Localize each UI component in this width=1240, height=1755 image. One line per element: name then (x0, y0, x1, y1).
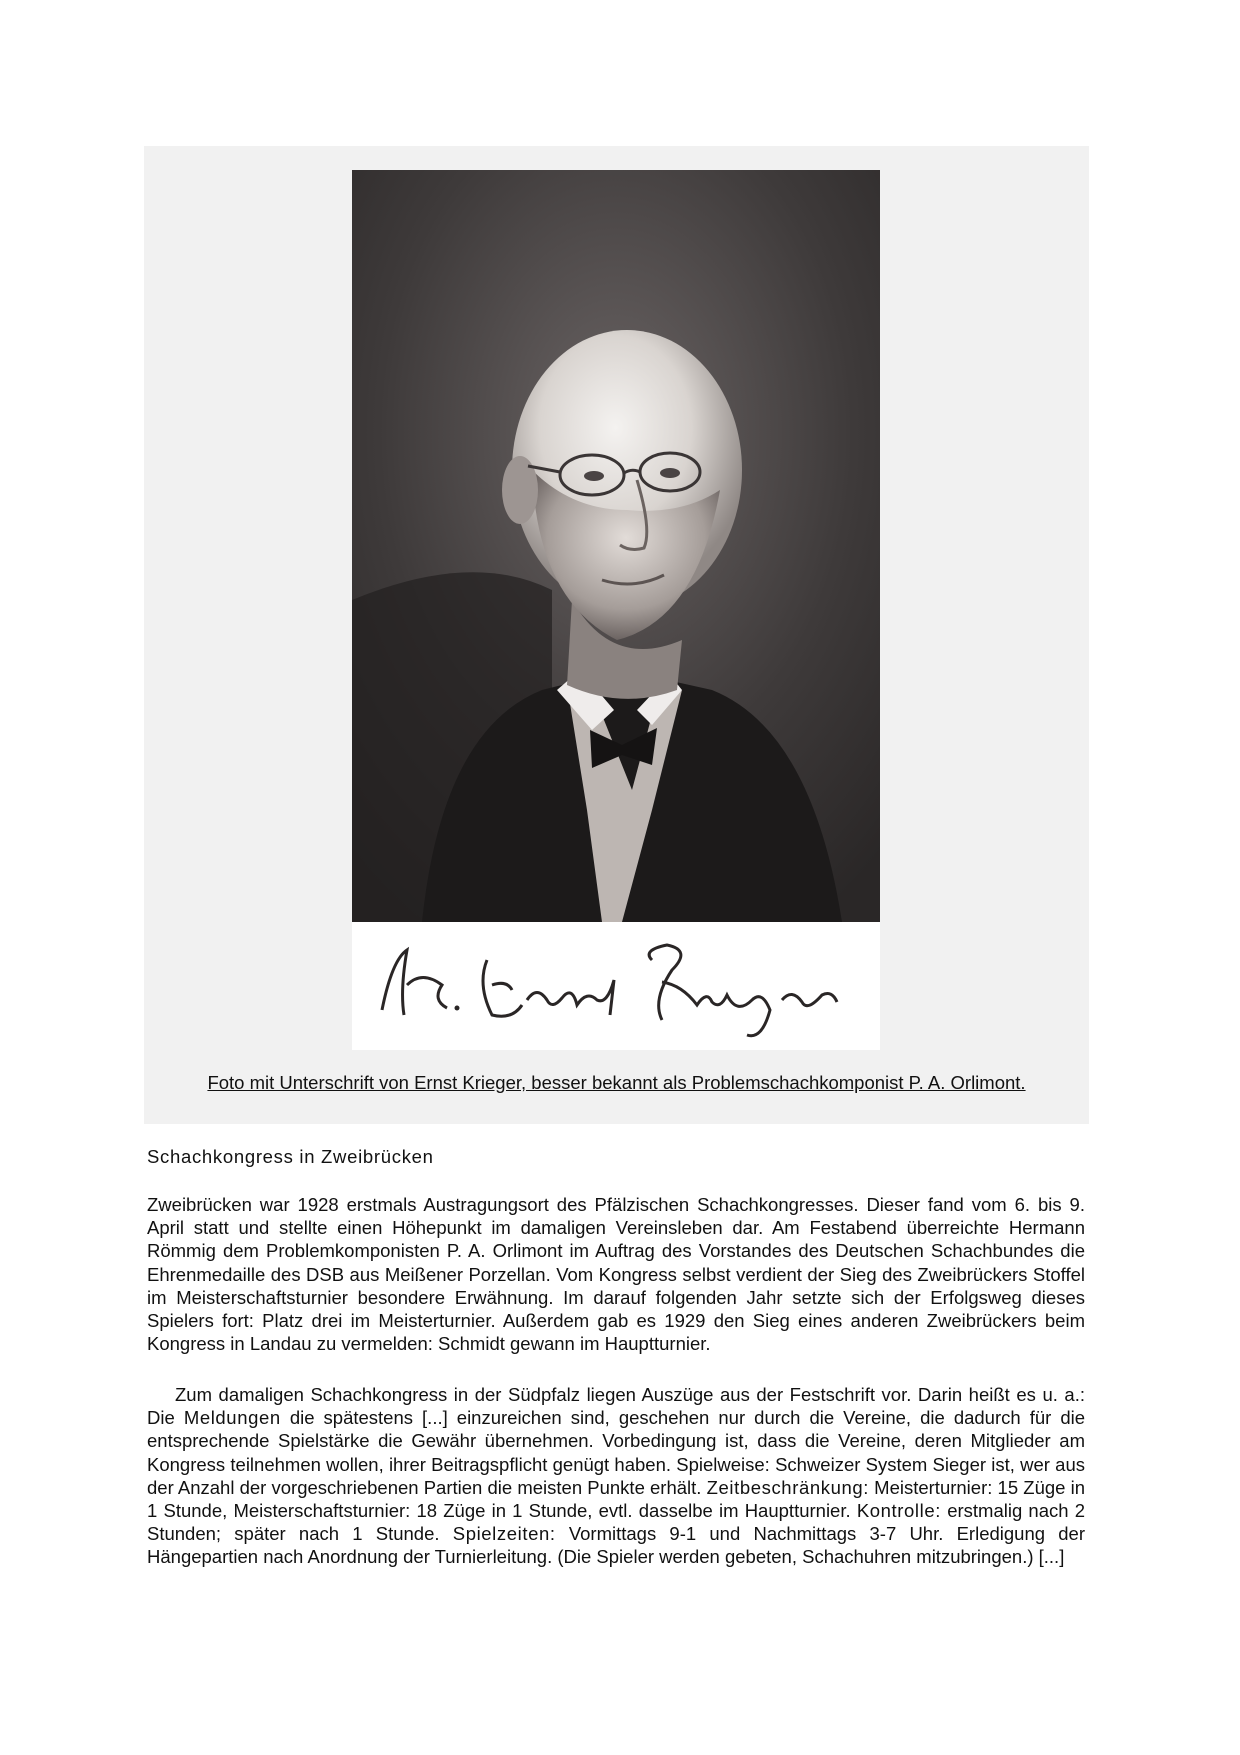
figure-box (144, 146, 1089, 1124)
paragraph-2 (147, 1383, 1085, 1569)
figure-caption: Foto mit Unterschrift von Ernst Krieger, besser bekannt als Problemschachkomponist P. A. Orlimont. (207, 1072, 1026, 1093)
section-heading: Schachkongress in Zweibrücken (147, 1146, 434, 1167)
paragraph-1: Zweibrücken war 1928 erstmals Austragungsort des Pfälzischen Schachkongresses. Dieser fand vom 6. bis 9. April statt und stellte einen Höhepunkt im damaligen Vereinsleben dar. Am Festabend überreichte Hermann Römmig dem Problemkomponisten P. A. Orlimont im Auftrag des Vorstandes des Deutschen Schachbundes die Ehrenmedaille des DSB aus Meißener Porzellan. Vom Kongress selbst verdient der Sieg des Zweibrückers Stoffel im Meisterschaftsturnier besondere Erwähnung. Im darauf folgenden Jahr setzte sich der Erfolgsweg dieses Spielers fort: Platz drei im Meisterturnier. Außerdem gab es 1929 den Sieg eines anderen Zweibrückers beim Kongress in Landau zu vermelden: Schmidt gewann im Hauptturnier. (147, 1194, 1085, 1355)
term-zeitbeschraenkung: Zeitbeschränkung: (706, 1476, 869, 1498)
p2-text-e: Vormittags 9-1 und Nachmittags 3-7 Uhr. Erledigung der Hängepartien nach Anordnung der Turnierleitung. (Die Spieler werden gebeten, Schachuhren mitzubringen.) [...] (147, 1523, 1085, 1568)
p2-intro: Zum damaligen Schachkongress in der Südpfalz liegen Auszüge aus der Festschrift vor. Darin heißt es u. a.: Die (147, 1384, 1085, 1429)
p2-text-d: erstmalig nach 2 Stunden; später nach 1 Stunde. (147, 1500, 1086, 1545)
p2-text-a: die spätestens [...] einzureichen sind, geschehen nur durch die Vereine, die dadurch für die entsprechende Spielstärke die Gewähr übernehmen. Vorbedingung ist, dass die Vereine, deren Mitglieder am Kongress teilnehmen wollen, ihrer Beitragspflicht genügt haben. (147, 1407, 1086, 1475)
portrait-image (352, 170, 880, 1050)
term-kontrolle: Kontrolle: (856, 1500, 941, 1522)
term-meldungen: Meldungen (183, 1407, 281, 1429)
term-spielweise: Spielweise: (676, 1453, 770, 1475)
term-spielzeiten: Spielzeiten: (452, 1523, 556, 1545)
p2-text-c: Meisterturnier: 15 Züge in 1 Stunde, Meisterschaftsturnier: 18 Züge in 1 Stunde, evtl. dasselbe im Hauptturnier. (147, 1476, 1085, 1522)
portrait-photo (352, 170, 880, 1050)
p2-text-b: Schweizer System Sieger ist, wer aus der Anzahl der vorgeschriebenen Partien die meisten Punkte erhält. (147, 1453, 1085, 1498)
